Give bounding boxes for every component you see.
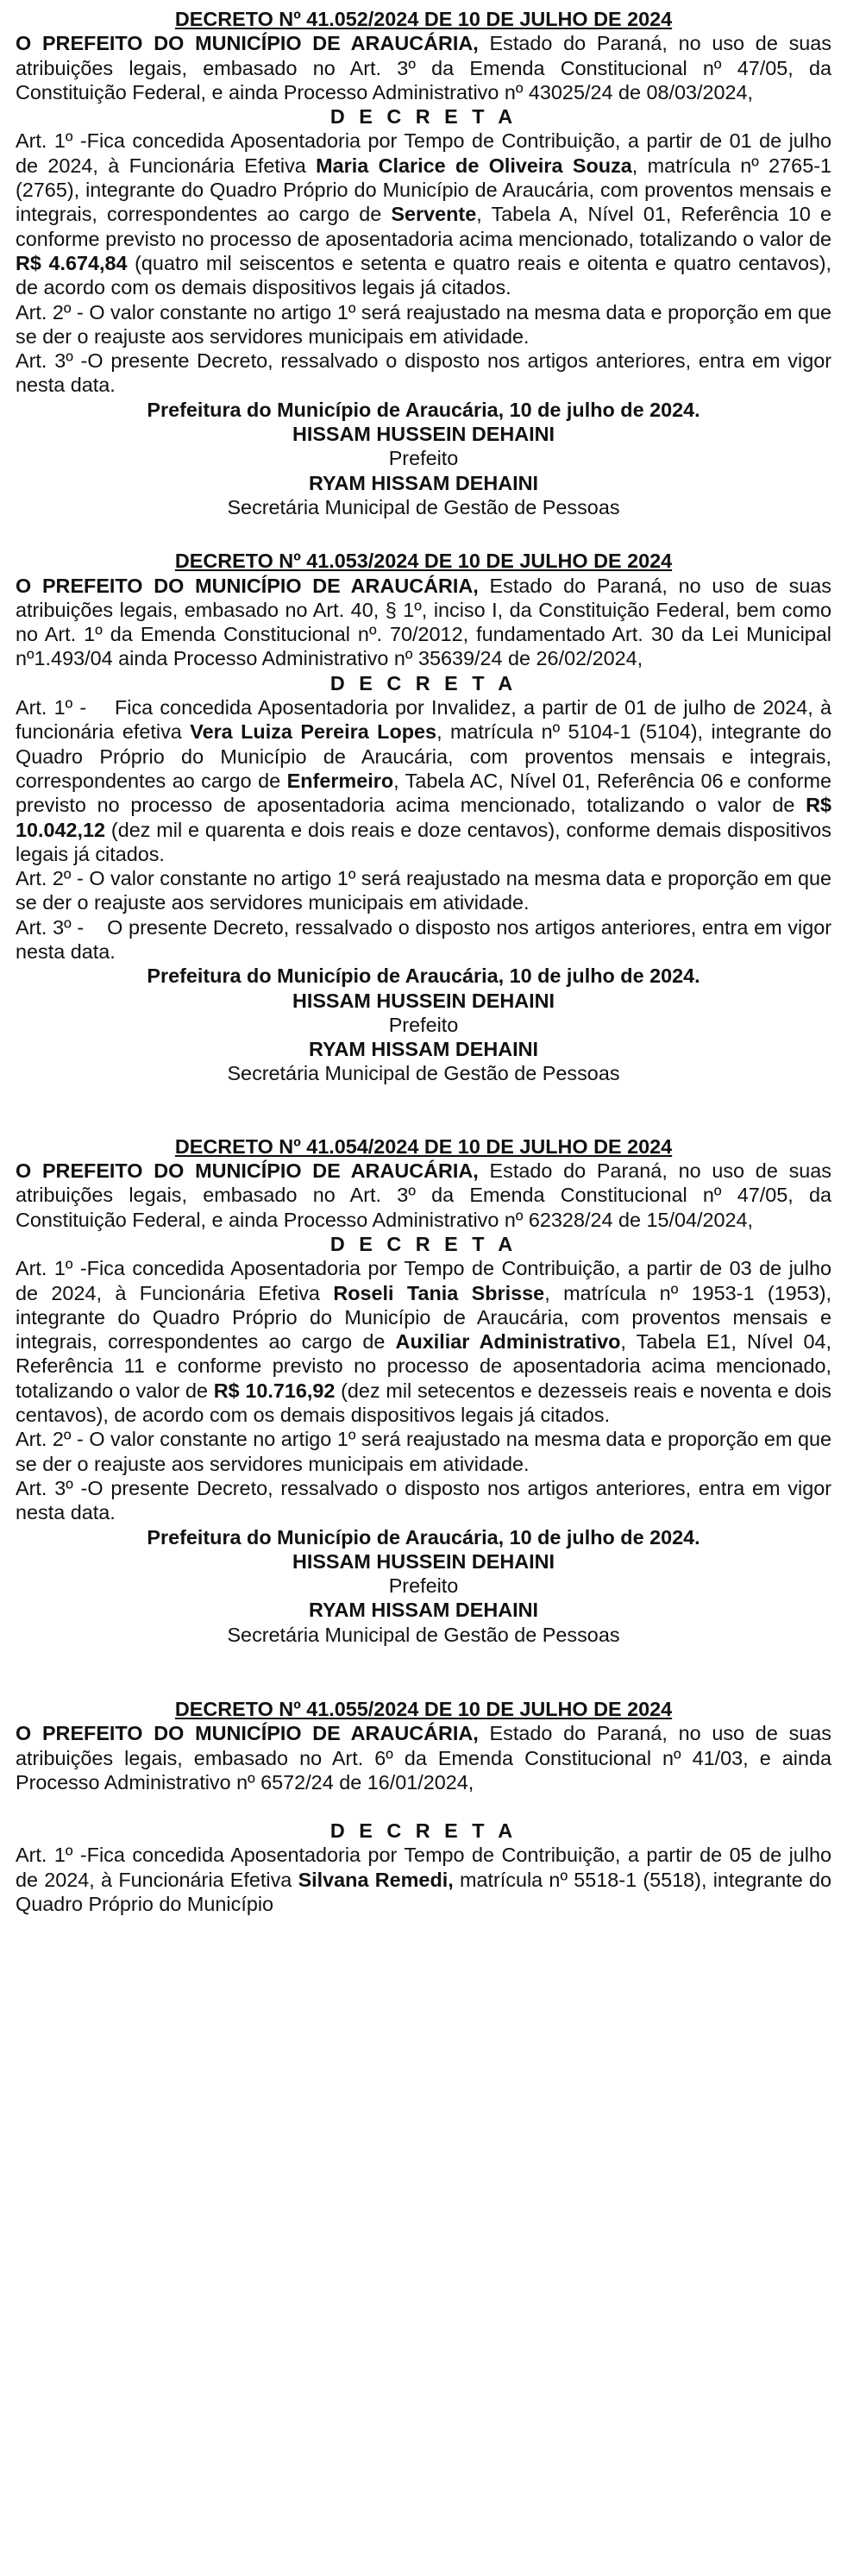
article-1-text: (quatro mil seiscentos e setenta e quatro reais e oitenta e quatro centavos), de acordo com os demais dispositivos legais já citados.: [16, 251, 831, 299]
decree-41052: [16, 7, 831, 519]
decreta-heading: D E C R E T A: [329, 105, 518, 129]
article-1-text: , Tabela A, Nível 01, Referência 10 e conforme previsto no processo de aposentadoria acima mencionado, totalizando o valor de: [16, 203, 831, 250]
article-1-text: (dez mil e quarenta e dois reais e doze centavos), conforme demais dispositivos legais já citados.: [16, 818, 831, 865]
decree-title: DECRETO Nº 41.053/2024 DE 10 DE JULHO DE 2024: [174, 550, 673, 573]
preamble-authority: O PREFEITO DO MUNICÍPIO DE ARAUCÁRIA,: [16, 32, 479, 55]
place-date: Prefeitura do Município de Araucária, 10 de julho de 2024.: [147, 1525, 700, 1549]
decree-title: DECRETO Nº 41.052/2024 DE 10 DE JULHO DE 2024: [174, 8, 673, 30]
beneficiary-name: Maria Clarice de Oliveira Souza: [316, 154, 632, 177]
article-1-text: matrícula nº 5518-1 (5518), integrante do Quadro Próprio do Município: [16, 1868, 832, 1916]
article-1-text: , Tabela AC, Nível 01, Referência 06 e conforme previsto no processo de aposentadoria acima mencionado, totalizando o valor de: [16, 769, 831, 817]
role-mayor: Prefeito: [388, 447, 459, 470]
decreta-heading: D E C R E T A: [329, 1819, 518, 1843]
job-title: Servente: [391, 203, 477, 226]
preamble: [16, 1721, 831, 1794]
article-3: Art. 3º -O presente Decreto, ressalvado o disposto nos artigos anteriores, entra em vigor nesta data.: [16, 1476, 831, 1524]
article-2: Art. 2º - O valor constante no artigo 1º será reajustado na mesma data e proporção em que se der o reajuste aos servidores municipais em atividade.: [16, 867, 831, 914]
signer-secretary: RYAM HISSAM DEHAINI: [309, 471, 538, 494]
preamble: [16, 574, 831, 671]
article-1-text: , matrícula nº 2765-1 (2765), integrante do Quadro Próprio do Município de Araucária, com proventos mensais e integrais, correspondentes ao cargo de: [16, 154, 831, 226]
beneficiary-name: Roseli Tania Sbrisse: [333, 1281, 545, 1304]
article-1-text: , matrícula nº 1953-1 (1953), integrante do Quadro Próprio do Município de Araucária, com proventos mensais e integrais, correspondentes ao cargo de: [16, 1281, 831, 1354]
spacer: [16, 1794, 831, 1819]
article-1-text: , matrícula nº 5104-1 (5104), integrante do Quadro Próprio do Município de Araucária, com proventos mensais e integrais, correspondentes ao cargo de: [16, 720, 832, 792]
role-mayor: Prefeito: [388, 1574, 459, 1598]
article-1: [16, 1256, 831, 1427]
article-1-text: Art. 1º -Fica concedida Aposentadoria por Tempo de Contribuição, a partir de 03 de julho de 2024, à Funcionária Efetiva: [16, 1257, 831, 1304]
article-2: Art. 2º - O valor constante no artigo 1º será reajustado na mesma data e proporção em que se der o reajuste aos servidores municipais em atividade.: [16, 300, 831, 348]
place-date: Prefeitura do Município de Araucária, 10 de julho de 2024.: [147, 398, 700, 421]
preamble-authority: O PREFEITO DO MUNICÍPIO DE ARAUCÁRIA,: [16, 1722, 479, 1745]
decree-title: DECRETO Nº 41.054/2024 DE 10 DE JULHO DE 2024: [174, 1134, 673, 1158]
beneficiary-name: Vera Luiza Pereira Lopes: [190, 720, 437, 744]
preamble-text: Estado do Paraná, no uso de suas atribuições legais, embasado no Art. 3º da Emenda Constitucional nº 47/05, da Constituição Federal, e ainda Processo Administrativo nº 43025/24 de 08/03/2024,: [16, 32, 831, 104]
article-1-text: Art. 1º - Fica concedida Aposentadoria por Invalidez, a partir de 01 de julho de 2024, à funcionária efetiva: [16, 696, 838, 744]
article-1-text: , Tabela E1, Nível 04, Referência 11 e conforme previsto no processo de aposentadoria acima mencionado, totalizando o valor de: [16, 1330, 831, 1402]
decreta-heading: D E C R E T A: [329, 1232, 518, 1255]
decreta-heading: D E C R E T A: [329, 671, 518, 694]
signer-secretary: RYAM HISSAM DEHAINI: [309, 1599, 538, 1622]
role-secretary: Secretária Municipal de Gestão de Pessoas: [227, 495, 620, 518]
decree-41054: [16, 1134, 831, 1647]
place-date: Prefeitura do Município de Araucária, 10 de julho de 2024.: [147, 964, 700, 988]
signer-mayor: HISSAM HUSSEIN DEHAINI: [292, 1549, 555, 1573]
article-1: [16, 695, 838, 866]
preamble: [16, 1159, 831, 1232]
article-1-text: Art. 1º -Fica concedida Aposentadoria por Tempo de Contribuição, a partir de 01 de julho de 2024, à Funcionária Efetiva: [16, 129, 831, 177]
signer-secretary: RYAM HISSAM DEHAINI: [309, 1038, 538, 1061]
preamble-text: Estado do Paraná, no uso de suas atribuições legais, embasado no Art. 6º da Emenda Constitucional nº 41/03, e ainda Processo Administrativo nº 6572/24 de 16/01/2024,: [16, 1722, 831, 1794]
preamble-text: Estado do Paraná, no uso de suas atribuições legais, embasado no Art. 40, § 1º, inciso I, da Constituição Federal, bem como no Art. 1º da Emenda Constitucional nº. 70/2012, fundamentado Art. 30 da Lei Municipal nº1.493/04 ainda Processo Administrativo nº 35639/24 de 26/02/2024,: [16, 574, 831, 670]
signer-mayor: HISSAM HUSSEIN DEHAINI: [292, 423, 555, 446]
decree-title: DECRETO Nº 41.055/2024 DE 10 DE JULHO DE 2024: [174, 1698, 673, 1720]
job-title: Auxiliar Administrativo: [395, 1330, 621, 1354]
preamble-authority: O PREFEITO DO MUNICÍPIO DE ARAUCÁRIA,: [16, 574, 479, 597]
article-1: [16, 129, 831, 299]
article-3: Art. 3º -O presente Decreto, ressalvado o disposto nos artigos anteriores, entra em vigor nesta data.: [16, 349, 831, 397]
beneficiary-name: Silvana Remedi,: [298, 1868, 454, 1891]
role-mayor: Prefeito: [388, 1013, 459, 1036]
role-secretary: Secretária Municipal de Gestão de Pessoas: [227, 1623, 620, 1646]
decree-41055: [16, 1697, 831, 1916]
role-secretary: Secretária Municipal de Gestão de Pessoas: [227, 1062, 620, 1085]
article-1-text: Art. 1º -Fica concedida Aposentadoria por Tempo de Contribuição, a partir de 05 de julho de 2024, à Funcionária Efetiva: [16, 1844, 831, 1891]
article-2: Art. 2º - O valor constante no artigo 1º será reajustado na mesma data e proporção em que se der o reajuste aos servidores municipais em atividade.: [16, 1428, 831, 1475]
benefit-amount: R$ 10.716,92: [213, 1379, 336, 1402]
benefit-amount: R$ 10.042,12: [16, 794, 831, 841]
decree-41053: [16, 549, 838, 1086]
preamble: [16, 31, 831, 104]
job-title: Enfermeiro: [286, 769, 394, 792]
signer-mayor: HISSAM HUSSEIN DEHAINI: [292, 989, 555, 1012]
article-1-text: (dez mil setecentos e dezesseis reais e noventa e dois centavos), de acordo com os demais dispositivos legais já citados.: [16, 1379, 831, 1427]
article-3: Art. 3º - O presente Decreto, ressalvado o disposto nos artigos anteriores, entra em vigor nesta data.: [16, 915, 838, 963]
benefit-amount: R$ 4.674,84: [16, 251, 128, 274]
preamble-authority: O PREFEITO DO MUNICÍPIO DE ARAUCÁRIA,: [16, 1159, 479, 1183]
preamble-text: Estado do Paraná, no uso de suas atribuições legais, embasado no Art. 3º da Emenda Constitucional nº 47/05, da Constituição Federal, e ainda Processo Administrativo nº 62328/24 de 15/04/2024,: [16, 1159, 831, 1231]
article-1: [16, 1843, 831, 1916]
